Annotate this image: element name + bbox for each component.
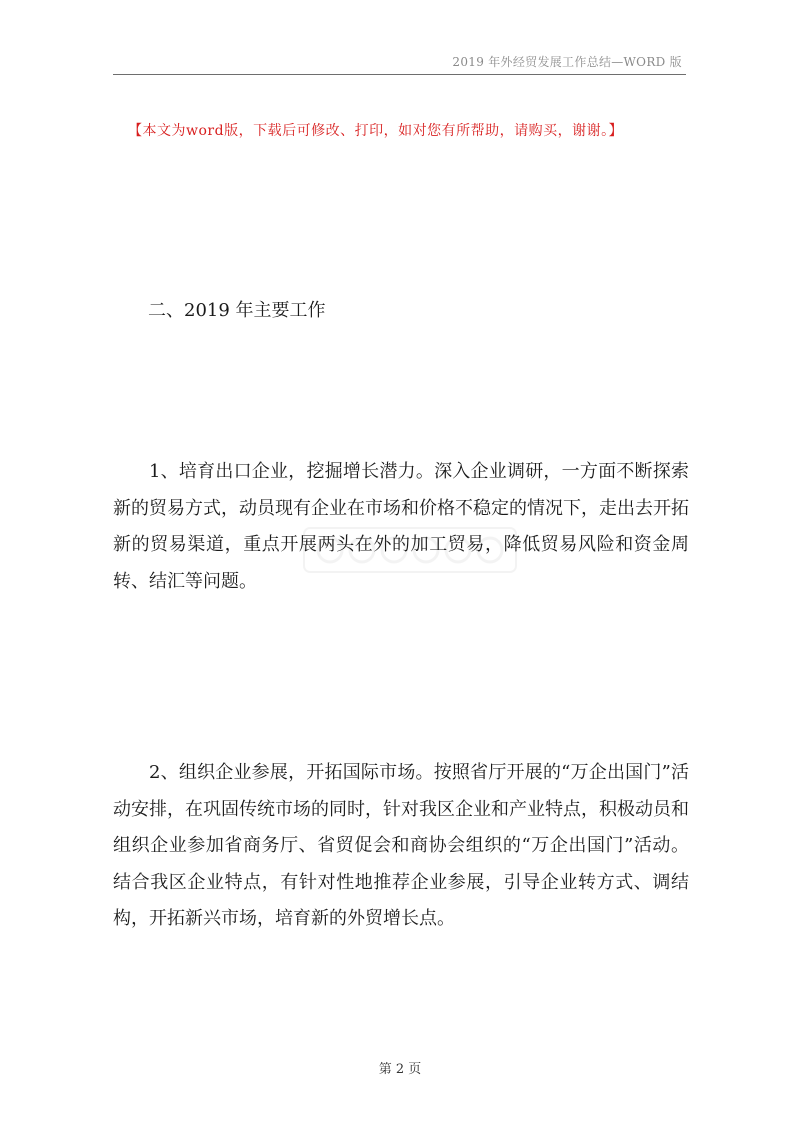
- header-title: 2019 年外经贸发展工作总结—WORD 版: [452, 55, 682, 69]
- paragraph-2: 2、组织企业参展，开拓国际市场。按照省厅开展的“万企出国门”活动安排，在巩固传统市场的同时，针对我区企业和产业特点，积极动员和组织企业参加省商务厅、省贸促会和商协会组织的“万企出国门”活动。结合我区企业特点，有针对性地推荐企业参展，引导企业转方式、调结构，开拓新兴市场，培育新的外贸增长点。: [113, 762, 689, 929]
- paragraph-1: 1、培育出口企业，挖掘增长潜力。深入企业调研，一方面不断探索新的贸易方式，动员现有企业在市场和价格不稳定的情况下，走出去开拓新的贸易渠道，重点开展两头在外的加工贸易，降低贸易风险和资金周转、结汇等问题。: [113, 461, 689, 592]
- download-notice: 【本文为word版，下载后可修改、打印，如对您有所帮助，请购买，谢谢。】: [128, 123, 624, 139]
- section-heading: 二、2019 年主要工作: [148, 300, 326, 321]
- header-rule: [113, 74, 686, 75]
- page-number: 第 2 页: [378, 1062, 422, 1077]
